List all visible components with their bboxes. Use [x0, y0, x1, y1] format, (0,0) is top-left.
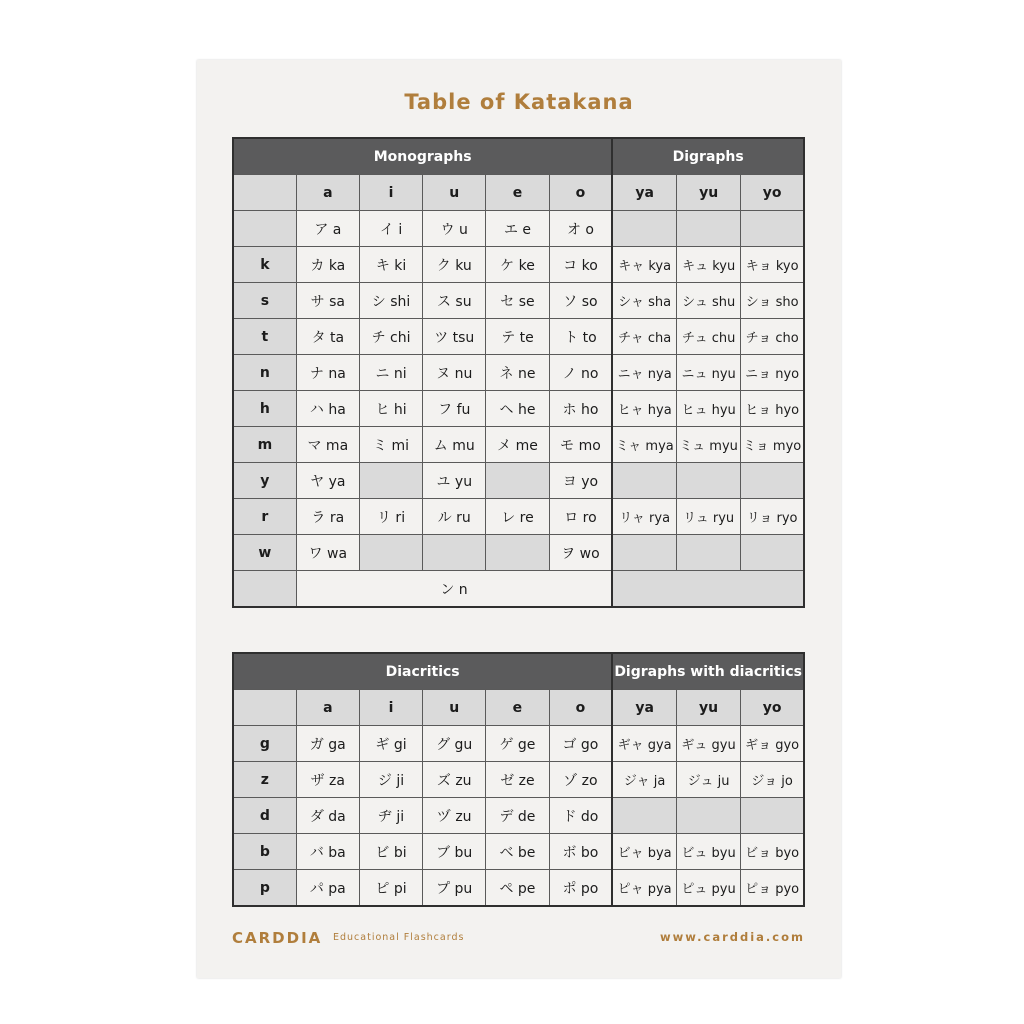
kana-cell: セ se [486, 283, 549, 319]
empty-cell [676, 798, 740, 834]
kana-cell: ゾ zo [549, 762, 612, 798]
digraph-cell: キョ kyo [741, 247, 804, 283]
digraph-cell: ニョ nyo [741, 355, 804, 391]
digraph-cell: シャ sha [612, 283, 676, 319]
group-header-right: Digraphs [612, 138, 804, 175]
empty-cell [486, 463, 549, 499]
empty-cell [612, 798, 676, 834]
kana-cell: ヒ hi [359, 391, 422, 427]
kana-cell: ゼ ze [486, 762, 549, 798]
empty-cell [741, 211, 804, 247]
empty-cell [741, 798, 804, 834]
digraph-column-header: yu [677, 175, 741, 211]
kana-cell: ヂ ji [359, 798, 422, 834]
kana-cell: チ chi [359, 319, 422, 355]
vowel-column-header: e [486, 690, 549, 726]
kana-cell: モ mo [549, 427, 612, 463]
vowel-column-header: o [549, 175, 612, 211]
empty-cell [677, 463, 741, 499]
kana-cell: ザ za [296, 762, 359, 798]
kana-cell: ド do [549, 798, 612, 834]
kana-cell: ヘ he [486, 391, 549, 427]
digraph-column-header: ya [612, 690, 676, 726]
kana-cell: ト to [549, 319, 612, 355]
vowel-column-header: u [423, 690, 486, 726]
row-header: h [233, 391, 296, 427]
kana-cell: ビ bi [359, 834, 422, 870]
digraph-cell: ヒュ hyu [677, 391, 741, 427]
empty-cell [677, 535, 741, 571]
digraph-cell: ジュ ju [676, 762, 740, 798]
corner-cell [233, 175, 296, 211]
kana-cell: ピ pi [359, 870, 422, 907]
kana-cell: ニ ni [359, 355, 422, 391]
empty-cell [741, 535, 804, 571]
kana-cell: ベ be [486, 834, 549, 870]
kana-cell: ラ ra [296, 499, 359, 535]
kana-cell: イ i [359, 211, 422, 247]
digraph-cell: ショ sho [741, 283, 804, 319]
row-header [233, 571, 296, 608]
digraph-cell: リュ ryu [677, 499, 741, 535]
empty-cell [423, 535, 486, 571]
digraph-column-header: yu [676, 690, 740, 726]
kana-cell: ツ tsu [423, 319, 486, 355]
kana-cell: ジ ji [359, 762, 422, 798]
row-header: w [233, 535, 296, 571]
kana-cell: ク ku [423, 247, 486, 283]
kana-cell: ム mu [423, 427, 486, 463]
group-header-left: Diacritics [233, 653, 612, 690]
kana-cell: ゲ ge [486, 726, 549, 762]
empty-cell [612, 211, 676, 247]
brand-logo: CARDDIA [232, 929, 323, 947]
digraph-cell: リャ rya [612, 499, 676, 535]
empty-cell [612, 463, 676, 499]
vowel-column-header: a [296, 175, 359, 211]
vowel-column-header: i [359, 175, 422, 211]
row-header: z [233, 762, 296, 798]
brand-url: www.carddia.com [660, 930, 805, 944]
digraph-cell: チョ cho [741, 319, 804, 355]
kana-cell: ヲ wo [549, 535, 612, 571]
empty-cell [359, 463, 422, 499]
kana-cell: ボ bo [549, 834, 612, 870]
katakana-table-diacritics [232, 652, 805, 907]
digraph-cell: ニュ nyu [677, 355, 741, 391]
katakana-table-main [232, 137, 805, 608]
empty-cell [612, 571, 804, 608]
digraph-cell: ミャ mya [612, 427, 676, 463]
digraph-column-header: yo [741, 175, 804, 211]
digraph-cell: ギョ gyo [741, 726, 804, 762]
kana-cell: エ e [486, 211, 549, 247]
row-header: r [233, 499, 296, 535]
digraph-cell: ミュ myu [677, 427, 741, 463]
empty-cell [741, 463, 804, 499]
kana-cell: フ fu [423, 391, 486, 427]
kana-cell: コ ko [549, 247, 612, 283]
kana-cell: ポ po [549, 870, 612, 907]
kana-cell: ペ pe [486, 870, 549, 907]
vowel-column-header: e [486, 175, 549, 211]
kana-cell: ヌ nu [423, 355, 486, 391]
kana-cell: ヤ ya [296, 463, 359, 499]
row-header: k [233, 247, 296, 283]
row-header: g [233, 726, 296, 762]
empty-cell [612, 535, 676, 571]
digraph-cell: チュ chu [677, 319, 741, 355]
kana-cell: ル ru [423, 499, 486, 535]
row-header: d [233, 798, 296, 834]
digraph-cell: ビョ byo [741, 834, 804, 870]
digraph-cell: ビュ byu [676, 834, 740, 870]
digraph-column-header: ya [612, 175, 676, 211]
digraph-cell: ニャ nya [612, 355, 676, 391]
empty-cell [486, 535, 549, 571]
vowel-column-header: a [296, 690, 359, 726]
digraph-cell: ビャ bya [612, 834, 676, 870]
kana-cell: ギ gi [359, 726, 422, 762]
group-header-left: Monographs [233, 138, 612, 175]
kana-cell: デ de [486, 798, 549, 834]
page-title: Table of Katakana [404, 90, 634, 114]
digraph-cell: ミョ myo [741, 427, 804, 463]
kana-cell: マ ma [296, 427, 359, 463]
row-header: t [233, 319, 296, 355]
digraph-cell: リョ ryo [741, 499, 804, 535]
kana-cell: ハ ha [296, 391, 359, 427]
row-header [233, 211, 296, 247]
kana-cell: グ gu [423, 726, 486, 762]
row-header: y [233, 463, 296, 499]
kana-cell: メ me [486, 427, 549, 463]
kana-cell: オ o [549, 211, 612, 247]
kana-cell: ホ ho [549, 391, 612, 427]
digraph-cell: ギュ gyu [676, 726, 740, 762]
digraph-cell: キャ kya [612, 247, 676, 283]
empty-cell [677, 211, 741, 247]
kana-cell: サ sa [296, 283, 359, 319]
kana-cell: タ ta [296, 319, 359, 355]
digraph-cell: ヒョ hyo [741, 391, 804, 427]
kana-cell: テ te [486, 319, 549, 355]
kana-cell: レ re [486, 499, 549, 535]
digraph-cell: キュ kyu [677, 247, 741, 283]
kana-cell: バ ba [296, 834, 359, 870]
kana-cell: プ pu [423, 870, 486, 907]
kana-cell: ノ no [549, 355, 612, 391]
vowel-column-header: u [423, 175, 486, 211]
kana-cell-n: ン n [296, 571, 612, 608]
vowel-column-header: o [549, 690, 612, 726]
digraph-cell: シュ shu [677, 283, 741, 319]
kana-cell: ス su [423, 283, 486, 319]
corner-cell [233, 690, 296, 726]
kana-cell: ネ ne [486, 355, 549, 391]
kana-cell: ロ ro [549, 499, 612, 535]
row-header: p [233, 870, 296, 907]
kana-cell: ヨ yo [549, 463, 612, 499]
brand-subtitle: Educational Flashcards [333, 932, 465, 943]
kana-cell: リ ri [359, 499, 422, 535]
digraph-cell: ヒャ hya [612, 391, 676, 427]
kana-cell: ソ so [549, 283, 612, 319]
kana-cell: ケ ke [486, 247, 549, 283]
kana-cell: ウ u [423, 211, 486, 247]
empty-cell [359, 535, 422, 571]
row-header: n [233, 355, 296, 391]
digraph-cell: チャ cha [612, 319, 676, 355]
kana-cell: シ shi [359, 283, 422, 319]
kana-cell: ワ wa [296, 535, 359, 571]
group-header-right: Digraphs with diacritics [612, 653, 804, 690]
digraph-cell: ピョ pyo [741, 870, 804, 907]
kana-cell: ヅ zu [423, 798, 486, 834]
row-header: m [233, 427, 296, 463]
kana-cell: パ pa [296, 870, 359, 907]
kana-cell: ズ zu [423, 762, 486, 798]
kana-cell: ガ ga [296, 726, 359, 762]
vowel-column-header: i [359, 690, 422, 726]
kana-cell: ア a [296, 211, 359, 247]
digraph-cell: ジョ jo [741, 762, 804, 798]
row-header: s [233, 283, 296, 319]
digraph-cell: ピャ pya [612, 870, 676, 907]
digraph-cell: ジャ ja [612, 762, 676, 798]
kana-cell: ブ bu [423, 834, 486, 870]
kana-cell: ミ mi [359, 427, 422, 463]
kana-cell: ゴ go [549, 726, 612, 762]
kana-cell: キ ki [359, 247, 422, 283]
digraph-column-header: yo [741, 690, 804, 726]
kana-cell: ユ yu [423, 463, 486, 499]
kana-cell: ダ da [296, 798, 359, 834]
kana-cell: ナ na [296, 355, 359, 391]
digraph-cell: ギャ gya [612, 726, 676, 762]
row-header: b [233, 834, 296, 870]
digraph-cell: ピュ pyu [676, 870, 740, 907]
kana-cell: カ ka [296, 247, 359, 283]
